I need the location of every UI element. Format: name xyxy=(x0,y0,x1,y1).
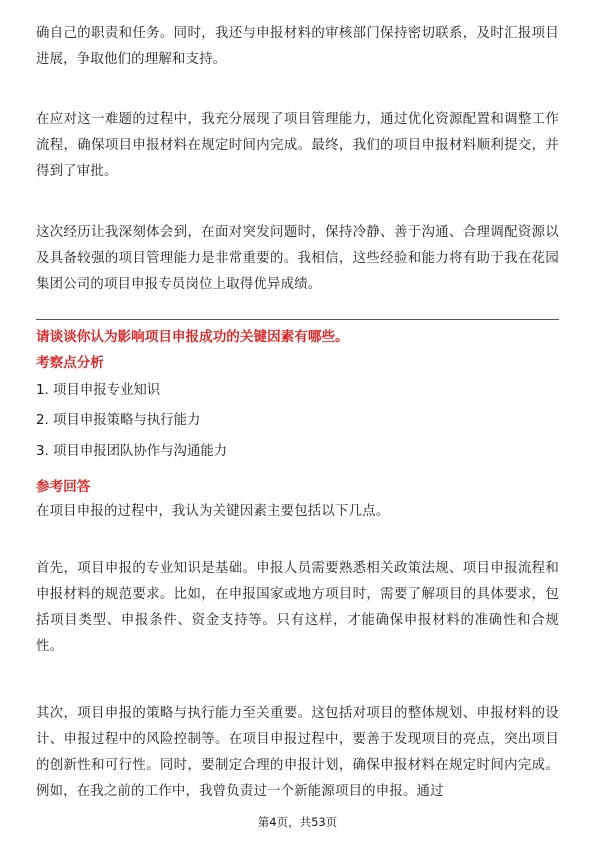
body-paragraph: 确自己的职责和任务。同时，我还与申报材料的审核部门保持密切联系，及时汇报项目进展，争取他们的理解和支持。 xyxy=(36,26,559,67)
analysis-list-item: 2. 项目申报策略与执行能力 xyxy=(36,413,201,428)
interview-question: 请谈谈你认为影响项目申报成功的关键因素有哪些。 xyxy=(36,329,349,345)
analysis-list-item: 1. 项目申报专业知识 xyxy=(36,383,161,398)
answer-intro: 在项目申报的过程中，我认为关键因素主要包括以下几点。 xyxy=(36,504,390,519)
analysis-list-item: 3. 项目申报团队协作与沟通能力 xyxy=(36,444,228,459)
analysis-heading: 考察点分析 xyxy=(36,355,104,371)
body-paragraph: 在应对这一难题的过程中，我充分展现了项目管理能力，通过优化资源配置和调整工作流程，确保项目申报材料在规定时间内完成。最终，我们的项目申报材料顺利提交，并得到了审批。 xyxy=(36,112,559,179)
answer-paragraph-second: 其次，项目申报的策略与执行能力至关重要。这包括对项目的整体规划、申报材料的设计、申报过程中的风险控制等。在项目申报过程中，要善于发现项目的亮点，突出项目的创新性和可行性。同时，要制定合理的申报计划，确保申报材料在规定时间内完成。例如，在我之前的工作中，我曾负责过一个新能源项目的申报。通过 xyxy=(36,706,559,799)
page-number-footer: 第4页，共53页 xyxy=(257,815,338,829)
body-paragraph: 这次经历让我深刻体会到，在面对突发问题时，保持冷静、善于沟通、合理调配资源以及具备较强的项目管理能力是非常重要的。我相信，这些经验和能力将有助于我在花园集团公司的项目申报专员岗位上取得优异成绩。 xyxy=(36,225,559,292)
answer-paragraph-first: 首先，项目申报的专业知识是基础。申报人员需要熟悉相关政策法规、项目申报流程和申报材料的规范要求。比如，在申报国家或地方项目时，需要了解项目的具体要求，包括项目类型、申报条件、资金支持等。只有这样，才能确保申报材料的准确性和合规性。 xyxy=(36,561,559,654)
section-divider xyxy=(36,319,559,320)
answer-heading: 参考回答 xyxy=(36,479,91,495)
